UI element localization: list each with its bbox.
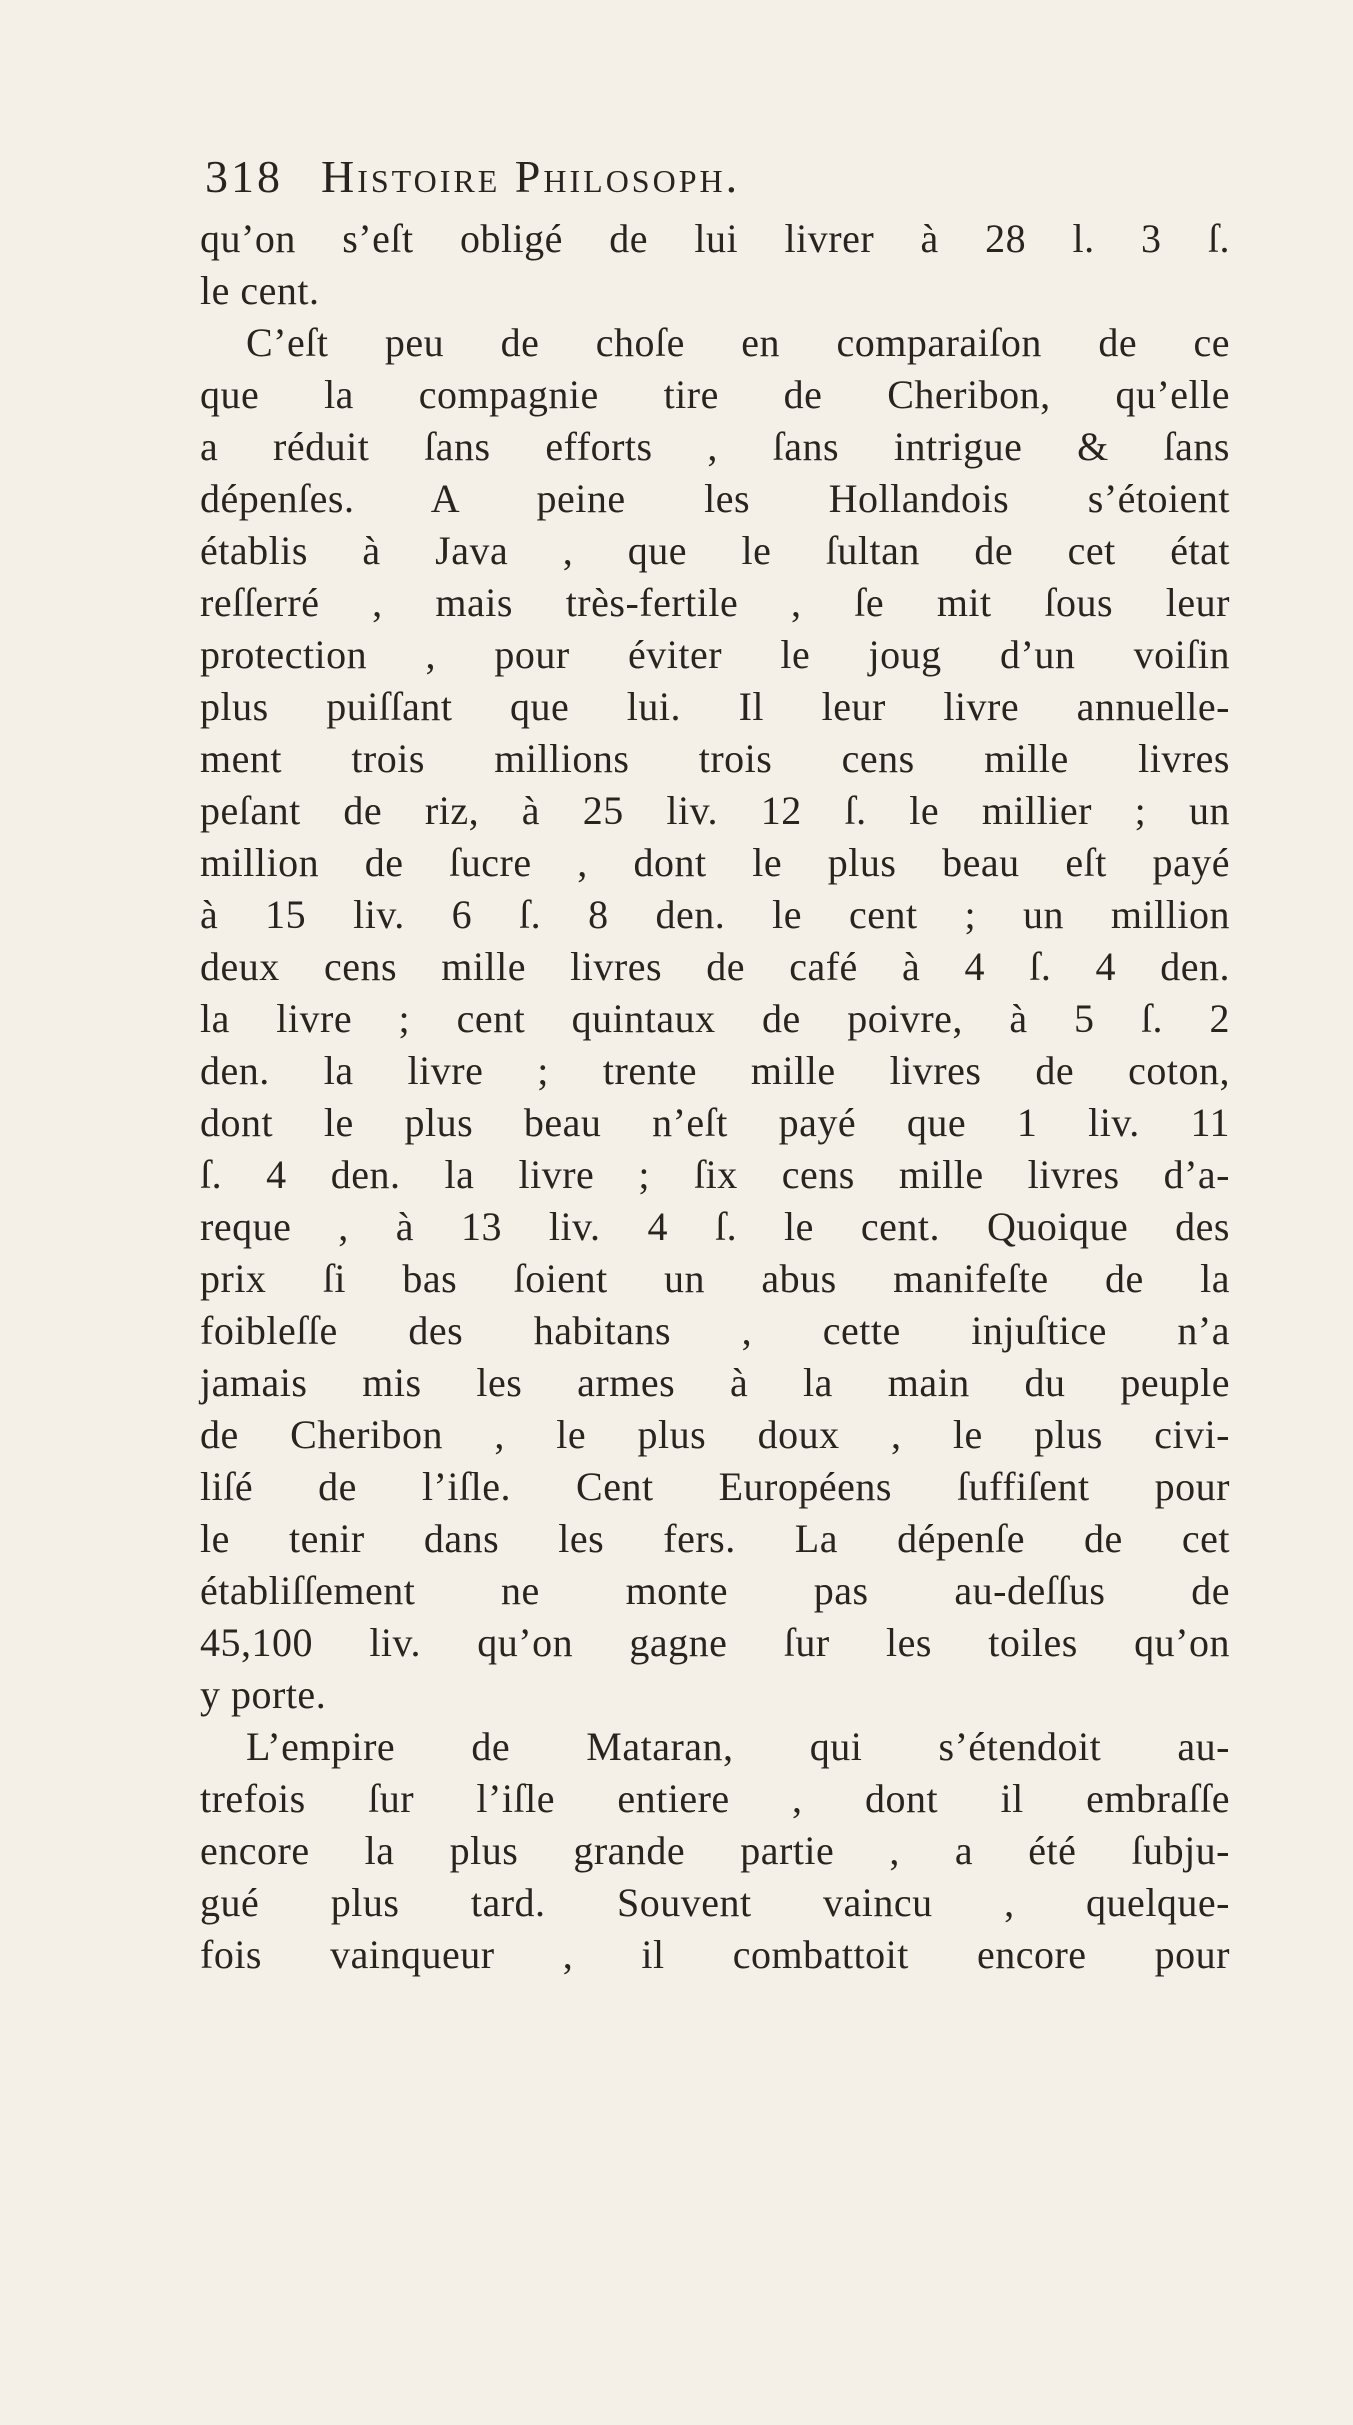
text-line: plus puiſſant que lui. Il leur livre annuelle- xyxy=(200,684,1230,729)
text-line: reque , à 13 liv. 4 ſ. le cent. Quoique des xyxy=(200,1204,1230,1249)
text-line: trefois ſur l’iſle entiere , dont il embraſſe xyxy=(200,1776,1230,1821)
text-line: établis à Java , que le ſultan de cet état xyxy=(200,528,1230,573)
text-line: établiſſement ne monte pas au-deſſus de xyxy=(200,1568,1230,1613)
text-line: liſé de l’iſle. Cent Européens ſuffiſent pour xyxy=(200,1464,1230,1509)
running-header xyxy=(205,150,1205,210)
text-line: dépenſes. A peine les Hollandois s’étoient xyxy=(200,476,1230,521)
page-number: 318 xyxy=(205,151,283,202)
running-title: Histoire Philosoph. xyxy=(321,151,741,202)
text-line: foibleſſe des habitans , cette injuſtice n’a xyxy=(200,1308,1230,1353)
text-line: jamais mis les armes à la main du peuple xyxy=(200,1360,1230,1405)
text-line: le cent. xyxy=(200,268,320,313)
text-line: C’eſt peu de choſe en comparaiſon de ce xyxy=(246,320,1230,365)
text-line: la livre ; cent quintaux de poivre, à 5 ſ. 2 xyxy=(200,996,1230,1041)
text-line: 45,100 liv. qu’on gagne ſur les toiles qu’on xyxy=(200,1620,1230,1665)
text-line: a réduit ſans efforts , ſans intrigue & ſans xyxy=(200,424,1230,469)
text-line: qu’on s’eſt obligé de lui livrer à 28 l. 3 ſ. xyxy=(200,216,1230,261)
text-line: fois vainqueur , il combattoit encore pour xyxy=(200,1932,1230,1977)
text-line: y porte. xyxy=(200,1672,327,1717)
text-line: prix ſi bas ſoient un abus manifeſte de la xyxy=(200,1256,1230,1301)
text-line: den. la livre ; trente mille livres de coton, xyxy=(200,1048,1230,1093)
text-line: que la compagnie tire de Cheribon, qu’elle xyxy=(200,372,1230,417)
text-line: à 15 liv. 6 ſ. 8 den. le cent ; un million xyxy=(200,892,1230,937)
text-line: ment trois millions trois cens mille livres xyxy=(200,736,1230,781)
text-line: ſ. 4 den. la livre ; ſix cens mille livres d’a- xyxy=(200,1152,1230,1197)
text-line: encore la plus grande partie , a été ſubju- xyxy=(200,1828,1230,1873)
text-line: peſant de riz, à 25 liv. 12 ſ. le millier ; un xyxy=(200,788,1230,833)
text-line: dont le plus beau n’eſt payé que 1 liv. 11 xyxy=(200,1100,1230,1145)
text-line: deux cens mille livres de café à 4 ſ. 4 den. xyxy=(200,944,1230,989)
text-line: de Cheribon , le plus doux , le plus civi- xyxy=(200,1412,1230,1457)
text-line: le tenir dans les fers. La dépenſe de cet xyxy=(200,1516,1230,1561)
text-line: reſſerré , mais très-fertile , ſe mit ſous leur xyxy=(200,580,1230,625)
text-line: million de ſucre , dont le plus beau eſt payé xyxy=(200,840,1230,885)
text-line: protection , pour éviter le joug d’un voiſin xyxy=(200,632,1230,677)
text-line: gué plus tard. Souvent vaincu , quelque- xyxy=(200,1880,1230,1925)
body-text xyxy=(200,213,1230,1981)
text-line: L’empire de Mataran, qui s’étendoit au- xyxy=(246,1724,1230,1769)
